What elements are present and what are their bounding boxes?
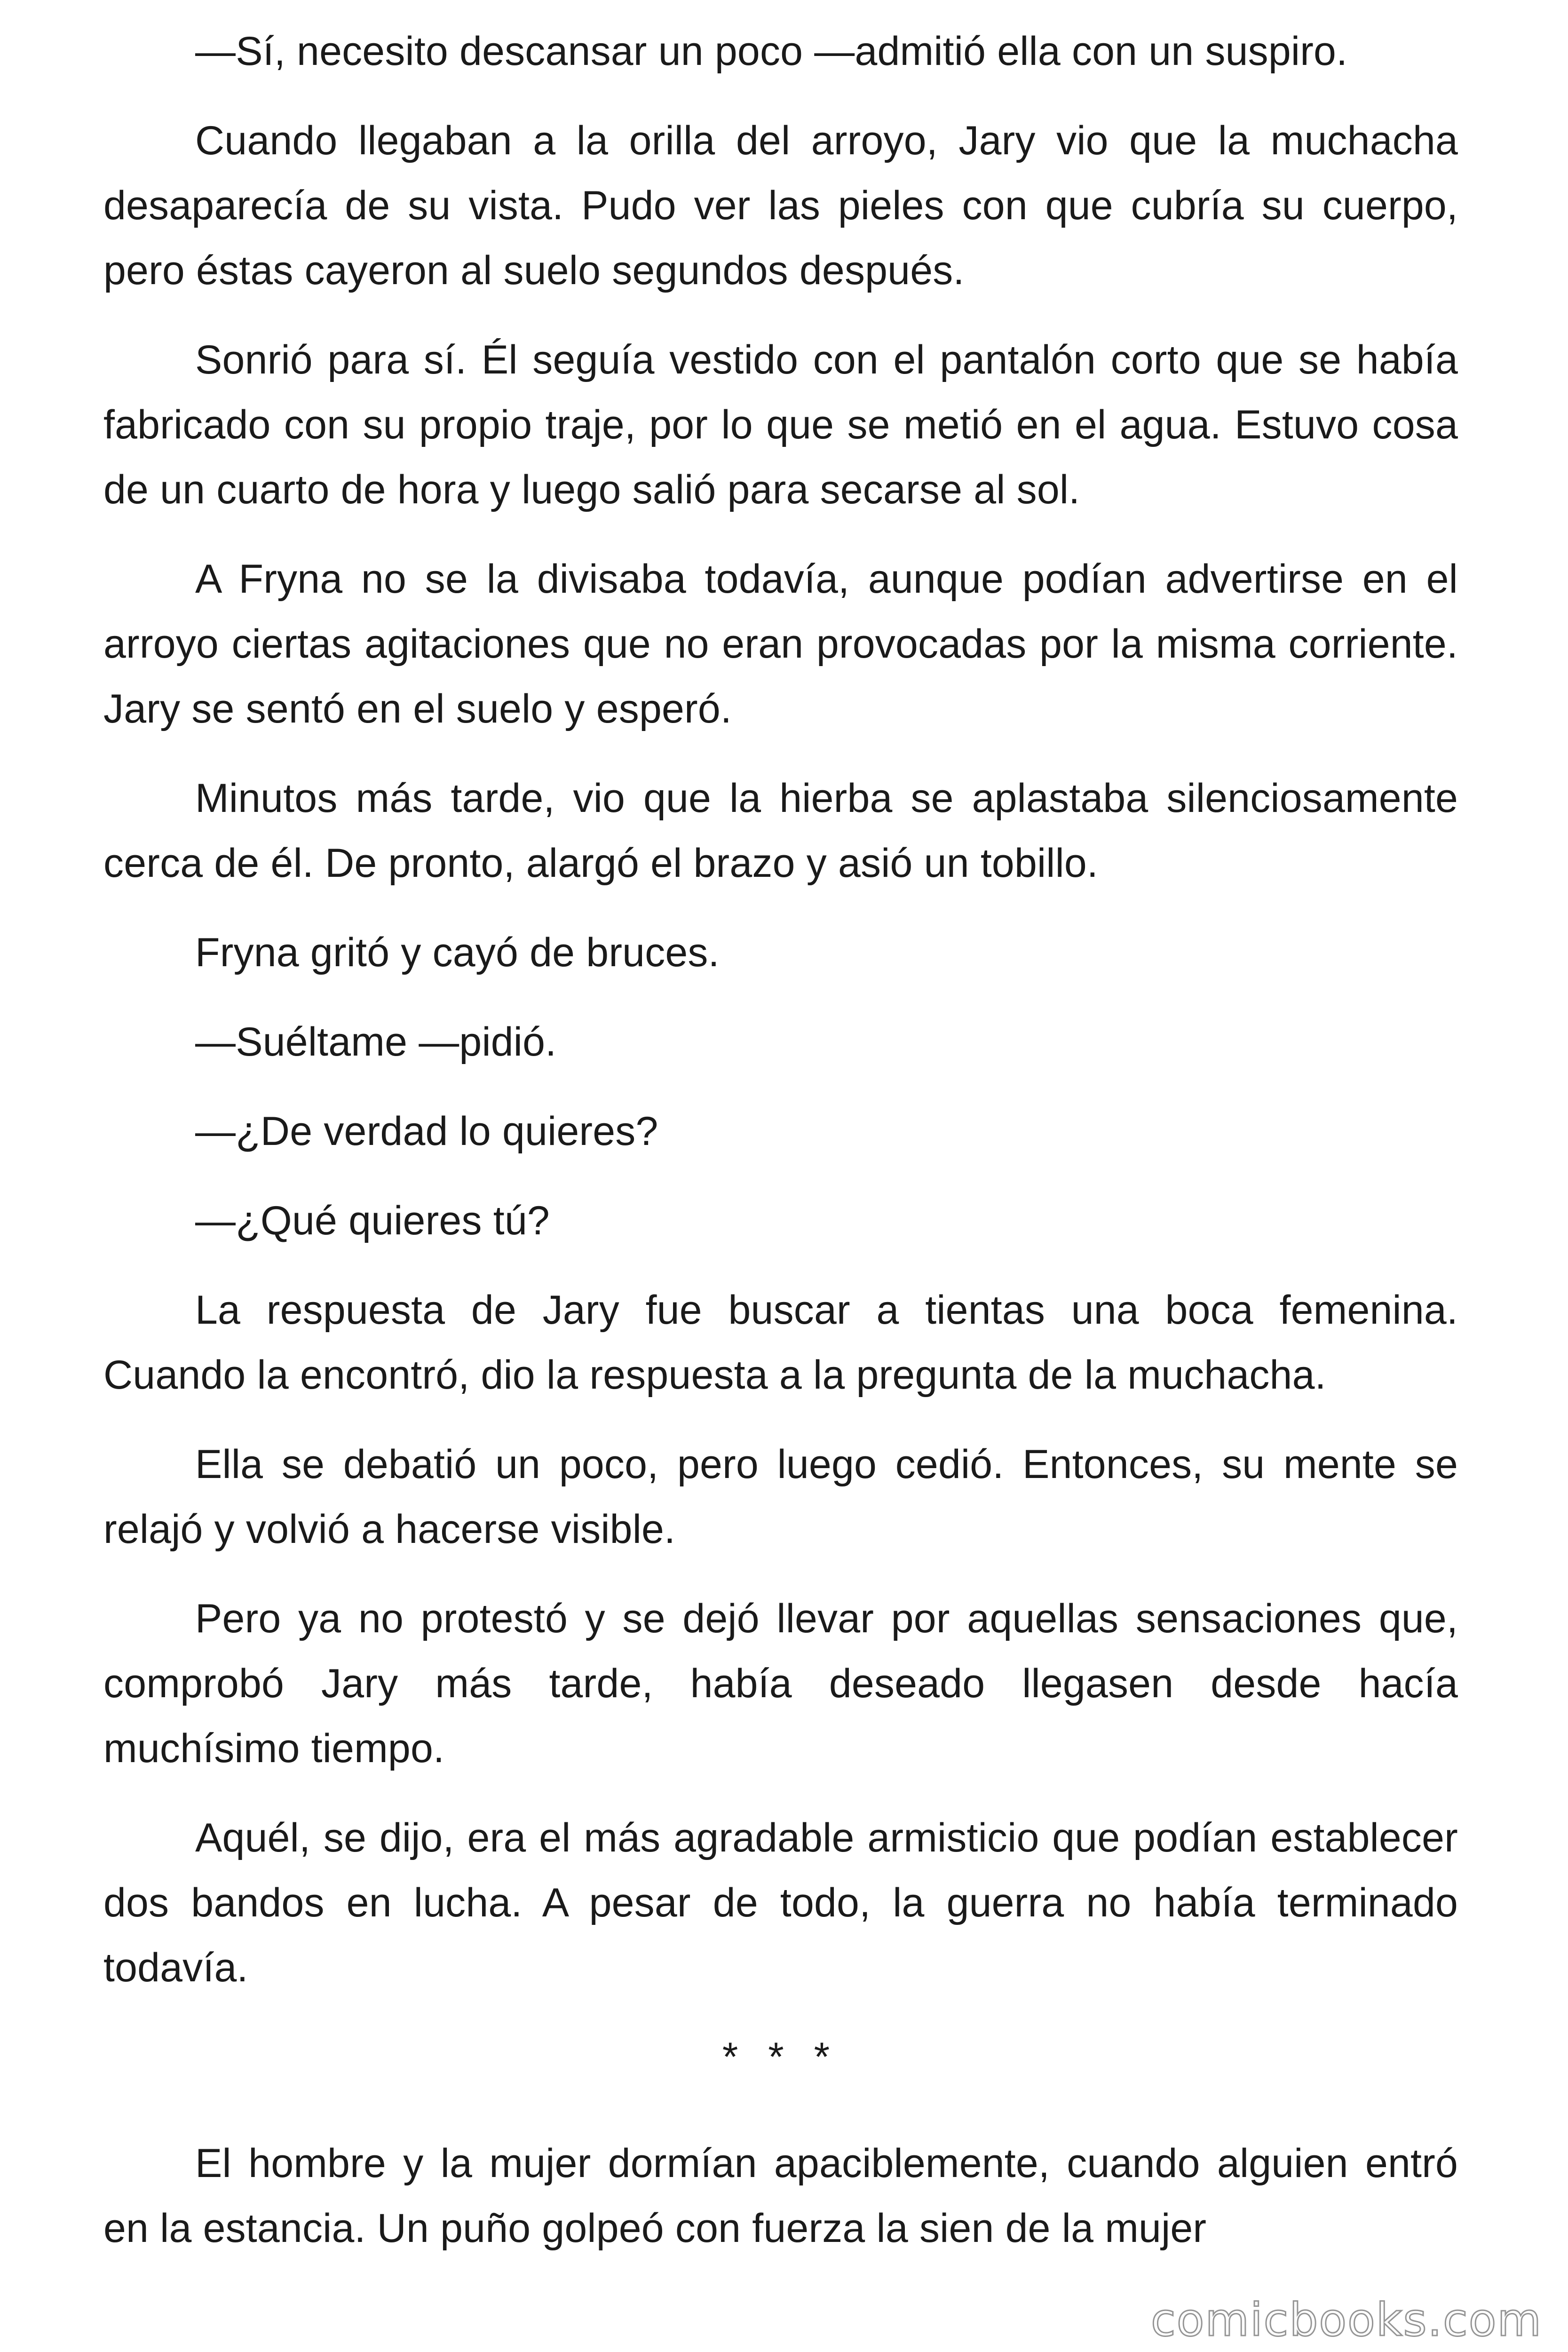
paragraph: —¿Qué quieres tú? <box>195 1198 550 1243</box>
paragraph: La respuesta de Jary fue buscar a tientas una boca femenina. Cuando la encontró, dio la respuesta a la pregunta de la muchacha. <box>103 1287 1458 1398</box>
paragraph: A Fryna no se la divisaba todavía, aunque podían advertirse en el arroyo ciertas agitaciones que no eran provocadas por la misma corriente. Jary se sentó en el suelo y esperó. <box>103 556 1458 731</box>
paragraph: —¿De verdad lo quieres? <box>195 1109 658 1154</box>
paragraph: Pero ya no protestó y se dejó llevar por aquellas sensaciones que, comprobó Jary más tarde, había deseado llegasen desde hacía muchísimo tiempo. <box>103 1596 1458 1771</box>
paragraph: Minutos más tarde, vio que la hierba se aplastaba silenciosamente cerca de él. De pronto, alargó el brazo y asió un tobillo. <box>103 776 1458 886</box>
paragraph: Sonrió para sí. Él seguía vestido con el pantalón corto que se había fabricado con su propio traje, por lo que se metió en el agua. Estuvo cosa de un cuarto de hora y luego salió para secarse al sol. <box>103 337 1458 512</box>
paragraph: Ella se debatió un poco, pero luego cedió. Entonces, su mente se relajó y volvió a hacerse visible. <box>103 1442 1458 1552</box>
watermark-logo: comicbooks.com <box>1150 2294 1542 2346</box>
paragraph: —Suéltame —pidió. <box>195 1019 557 1065</box>
section-separator: * * * <box>722 2034 839 2080</box>
paragraph: Aquél, se dijo, era el más agradable armisticio que podían establecer dos bandos en lucha. A pesar de todo, la guerra no había terminado todavía. <box>103 1815 1458 1990</box>
paragraph: Cuando llegaban a la orilla del arroyo, Jary vio que la muchacha desaparecía de su vista. Pudo ver las pieles con que cubría su cuerpo, pero éstas cayeron al suelo segundos después. <box>103 118 1458 293</box>
paragraph: Fryna gritó y cayó de bruces. <box>195 930 720 975</box>
paragraph: —Sí, necesito descansar un poco —admitió ella con un suspiro. <box>195 29 1348 74</box>
paragraph: El hombre y la mujer dormían apaciblemente, cuando alguien entró en la estancia. Un puño golpeó con fuerza la sien de la mujer <box>103 2141 1458 2251</box>
page-content <box>103 19 1458 2285</box>
